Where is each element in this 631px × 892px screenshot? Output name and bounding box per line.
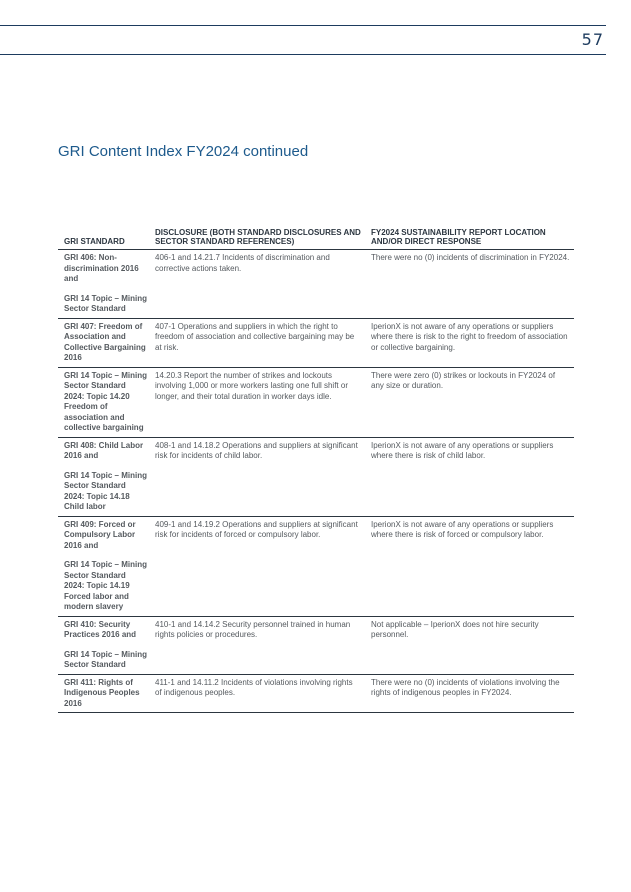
disclosure-cell: 411-1 and 14.11.2 Incidents of violations involving rights of indigenous peoples. [149,674,365,713]
disclosure-cell: 407-1 Operations and suppliers in which the right to freedom of association and collective bargaining may be at risk. [149,318,365,367]
column-header-standard: GRI STANDARD [58,228,149,250]
table-row [58,616,574,674]
response-cell: There were zero (0) strikes or lockouts in FY2024 of any size or duration. [365,367,574,437]
column-header-disclosure: DISCLOSURE (BOTH STANDARD DISCLOSURES AND SECTOR STANDARD REFERENCES) [149,228,365,250]
response-cell: There were no (0) incidents of violations involving the rights of indigenous peoples in FY2024. [365,674,574,713]
gri-standard-cell [58,516,149,616]
disclosure-cell: 406-1 and 14.21.7 Incidents of discrimination and corrective actions taken. [149,250,365,319]
table-row [58,674,574,713]
gri-standard-cell [58,437,149,516]
response-cell: There were no (0) incidents of discrimination in FY2024. [365,250,574,319]
response-cell: IperionX is not aware of any operations or suppliers where there is risk of child labor. [365,437,574,516]
gri-sector-standard-name: GRI 14 Topic – Mining Sector Standard [64,293,147,313]
page-title: GRI Content Index FY2024 continued [58,143,309,160]
gri-standard-cell [58,318,149,367]
disclosure-cell: 14.20.3 Report the number of strikes and lockouts involving 1,000 or more workers lasting one full shift or longer, and their total duration in worker days idle. [149,367,365,437]
gri-standard-cell [58,367,149,437]
column-header-response: FY2024 SUSTAINABILITY REPORT LOCATION AND/OR DIRECT RESPONSE [365,228,574,250]
table-row [58,367,574,437]
disclosure-cell: 408-1 and 14.18.2 Operations and suppliers at significant risk for incidents of child labor. [149,437,365,516]
gri-content-table [58,228,574,713]
gri-standard-name: GRI 410: Security Practices 2016 and [64,619,137,639]
response-cell: Not applicable – IperionX does not hire security personnel. [365,616,574,674]
response-cell: IperionX is not aware of any operations or suppliers where there is risk of forced or compulsory labor. [365,516,574,616]
response-cell: IperionX is not aware of any operations or suppliers where there is risk to the right to freedom of association or collective bargaining. [365,318,574,367]
table-row [58,318,574,367]
gri-standard-cell [58,674,149,713]
gri-standard-name: GRI 14 Topic – Mining Sector Standard 2024: Topic 14.20 Freedom of association and collective bargaining [64,370,147,432]
gri-standard-name: GRI 409: Forced or Compulsory Labor 2016 and [64,519,136,550]
gri-standard-cell [58,250,149,319]
gri-sector-standard-name: GRI 14 Topic – Mining Sector Standard 2024: Topic 14.19 Forced labor and modern slavery [64,560,147,611]
top-rule [0,25,606,26]
gri-sector-standard-name: GRI 14 Topic – Mining Sector Standard [64,649,147,669]
page-number: 57 [581,30,604,49]
gri-sector-standard-name: GRI 14 Topic – Mining Sector Standard 2024: Topic 14.18 Child labor [64,470,147,511]
table-row [58,516,574,616]
disclosure-cell: 410-1 and 14.14.2 Security personnel trained in human rights policies or procedures. [149,616,365,674]
gri-standard-name: GRI 406: Non-discrimination 2016 and [64,253,139,283]
table-header-row [58,228,574,250]
header-rule [0,54,606,55]
table-body [58,250,574,713]
gri-standard-name: GRI 411: Rights of Indigenous Peoples 2016 [64,677,140,708]
table-row [58,437,574,516]
gri-standard-name: GRI 407: Freedom of Association and Collective Bargaining 2016 [64,321,146,362]
gri-standard-name: GRI 408: Child Labor 2016 and [64,440,144,460]
table-row [58,250,574,319]
gri-standard-cell [58,616,149,674]
disclosure-cell: 409-1 and 14.19.2 Operations and suppliers at significant risk for incidents of forced or compulsory labor. [149,516,365,616]
